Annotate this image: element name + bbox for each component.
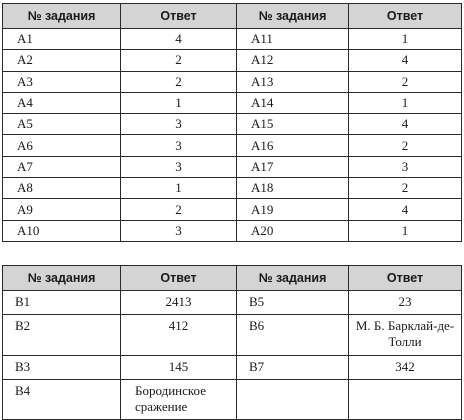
task-number: B1 xyxy=(3,291,121,315)
table-row xyxy=(3,220,462,241)
table-row xyxy=(3,156,462,177)
task-number: B5 xyxy=(237,291,349,315)
table-row xyxy=(3,50,462,71)
task-answer: 1 xyxy=(349,29,462,50)
task-answer: М. Б. Барклай-де-Толли xyxy=(349,315,462,356)
header-number: № задания xyxy=(237,266,349,291)
task-number: B2 xyxy=(3,315,121,356)
table-row xyxy=(3,178,462,199)
table-row xyxy=(3,380,462,420)
task-number: A20 xyxy=(237,220,349,241)
task-number: A11 xyxy=(237,29,349,50)
table-row xyxy=(3,29,462,50)
header-answer: Ответ xyxy=(349,266,462,291)
task-answer: 2 xyxy=(121,199,237,220)
task-number: A7 xyxy=(3,156,121,177)
table-row xyxy=(3,92,462,113)
task-number: B7 xyxy=(237,356,349,380)
task-answer: 2 xyxy=(349,71,462,92)
task-number: A16 xyxy=(237,135,349,156)
task-number: A6 xyxy=(3,135,121,156)
answers-table-a xyxy=(2,3,462,242)
task-answer: 3 xyxy=(121,114,237,135)
answers-table-b xyxy=(2,265,462,420)
task-answer: 342 xyxy=(349,356,462,380)
task-answer: 2 xyxy=(121,50,237,71)
header-number: № задания xyxy=(3,4,121,29)
task-number: A1 xyxy=(3,29,121,50)
task-answer: 412 xyxy=(121,315,237,356)
header-number: № задания xyxy=(3,266,121,291)
task-answer: 2 xyxy=(349,178,462,199)
task-answer xyxy=(349,380,462,420)
task-answer: 4 xyxy=(349,50,462,71)
header-answer: Ответ xyxy=(121,266,237,291)
task-number xyxy=(237,380,349,420)
task-answer: 2 xyxy=(349,135,462,156)
task-number: A5 xyxy=(3,114,121,135)
task-answer: 3 xyxy=(349,156,462,177)
table-row xyxy=(3,199,462,220)
task-answer: 1 xyxy=(349,92,462,113)
task-answer: 4 xyxy=(349,199,462,220)
task-answer: 1 xyxy=(349,220,462,241)
task-number: A4 xyxy=(3,92,121,113)
task-number: A8 xyxy=(3,178,121,199)
task-number: A15 xyxy=(237,114,349,135)
task-number: A18 xyxy=(237,178,349,199)
task-number: A17 xyxy=(237,156,349,177)
task-number: A19 xyxy=(237,199,349,220)
header-row xyxy=(3,266,462,291)
table-row xyxy=(3,114,462,135)
task-number: A12 xyxy=(237,50,349,71)
table-row xyxy=(3,291,462,315)
table-row xyxy=(3,71,462,92)
task-number: A9 xyxy=(3,199,121,220)
task-answer: 3 xyxy=(121,220,237,241)
task-answer: 1 xyxy=(121,178,237,199)
task-number: B4 xyxy=(3,380,121,420)
task-number: B6 xyxy=(237,315,349,356)
task-answer: 2413 xyxy=(121,291,237,315)
task-number: B3 xyxy=(3,356,121,380)
header-answer: Ответ xyxy=(121,4,237,29)
header-number: № задания xyxy=(237,4,349,29)
table-row xyxy=(3,135,462,156)
table-row xyxy=(3,315,462,356)
task-answer: 4 xyxy=(121,29,237,50)
header-answer: Ответ xyxy=(349,4,462,29)
task-answer: 3 xyxy=(121,135,237,156)
task-answer: 23 xyxy=(349,291,462,315)
task-number: A13 xyxy=(237,71,349,92)
task-answer: 1 xyxy=(121,92,237,113)
task-number: A14 xyxy=(237,92,349,113)
task-answer: 2 xyxy=(121,71,237,92)
task-answer: Бородинское сражение xyxy=(121,380,237,420)
task-number: A2 xyxy=(3,50,121,71)
task-answer: 3 xyxy=(121,156,237,177)
task-answer: 145 xyxy=(121,356,237,380)
table-row xyxy=(3,356,462,380)
header-row xyxy=(3,4,462,29)
task-answer: 4 xyxy=(349,114,462,135)
task-number: A10 xyxy=(3,220,121,241)
task-number: A3 xyxy=(3,71,121,92)
